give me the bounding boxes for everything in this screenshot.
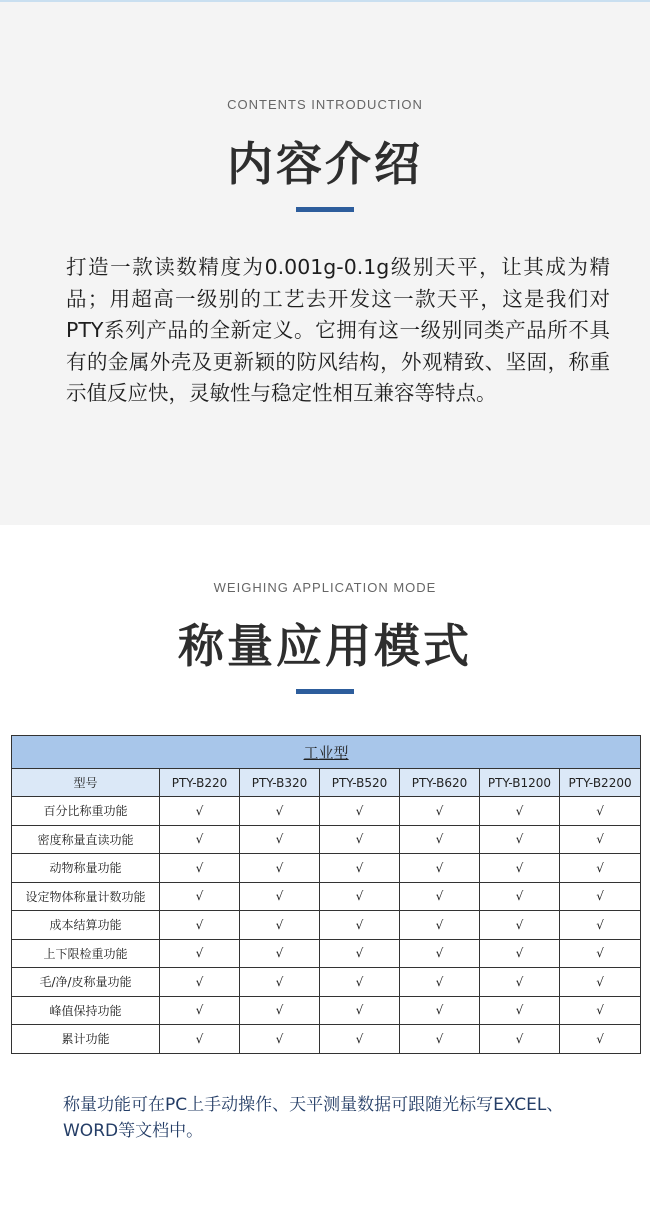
check-mark: √ xyxy=(560,825,641,854)
check-mark: √ xyxy=(320,1025,400,1054)
table-row xyxy=(12,996,641,1025)
intro-subtitle: CONTENTS INTRODUCTION xyxy=(227,97,423,112)
check-mark: √ xyxy=(560,1025,641,1054)
function-name: 峰值保持功能 xyxy=(12,996,160,1025)
check-mark: √ xyxy=(160,1025,240,1054)
header-model: 型号 xyxy=(12,769,160,797)
check-mark: √ xyxy=(160,854,240,883)
check-mark: √ xyxy=(400,968,480,997)
check-mark: √ xyxy=(480,968,560,997)
check-mark: √ xyxy=(400,882,480,911)
header-model-pty-b620: PTY-B620 xyxy=(400,769,480,797)
table-row xyxy=(12,1025,641,1054)
check-mark: √ xyxy=(160,882,240,911)
check-mark: √ xyxy=(400,939,480,968)
header-model-pty-b320: PTY-B320 xyxy=(240,769,320,797)
check-mark: √ xyxy=(560,882,641,911)
intro-accent-bar xyxy=(296,207,354,212)
table-row xyxy=(12,854,641,883)
check-mark: √ xyxy=(160,825,240,854)
function-name: 累计功能 xyxy=(12,1025,160,1054)
top-divider xyxy=(0,0,650,2)
check-mark: √ xyxy=(400,854,480,883)
check-mark: √ xyxy=(240,996,320,1025)
function-name: 动物称量功能 xyxy=(12,854,160,883)
function-name: 百分比称重功能 xyxy=(12,797,160,826)
function-name: 成本结算功能 xyxy=(12,911,160,940)
check-mark: √ xyxy=(240,882,320,911)
check-mark: √ xyxy=(160,968,240,997)
header-model-pty-b1200: PTY-B1200 xyxy=(480,769,560,797)
check-mark: √ xyxy=(320,911,400,940)
header-model-pty-b220: PTY-B220 xyxy=(160,769,240,797)
check-mark: √ xyxy=(560,911,641,940)
footer-note: 称量功能可在PC上手动操作、天平测量数据可跟随光标写EXCEL、WORD等文档中。 xyxy=(63,1095,564,1141)
check-mark: √ xyxy=(560,854,641,883)
check-mark: √ xyxy=(480,882,560,911)
modes-subtitle: WEIGHING APPLICATION MODE xyxy=(213,580,437,595)
table-caption: 工业型 xyxy=(12,736,641,769)
function-name: 设定物体称量计数功能 xyxy=(12,882,160,911)
check-mark: √ xyxy=(160,911,240,940)
check-mark: √ xyxy=(320,882,400,911)
check-mark: √ xyxy=(560,797,641,826)
intro-title: 内容介绍 xyxy=(227,137,423,191)
table-header-row xyxy=(12,769,641,797)
check-mark: √ xyxy=(560,996,641,1025)
check-mark: √ xyxy=(480,911,560,940)
check-mark: √ xyxy=(320,968,400,997)
check-mark: √ xyxy=(400,825,480,854)
table-row xyxy=(12,882,641,911)
check-mark: √ xyxy=(560,968,641,997)
check-mark: √ xyxy=(480,996,560,1025)
check-mark: √ xyxy=(240,911,320,940)
check-mark: √ xyxy=(400,797,480,826)
check-mark: √ xyxy=(400,911,480,940)
check-mark: √ xyxy=(240,854,320,883)
function-name: 毛/净/皮称量功能 xyxy=(12,968,160,997)
table-caption-row xyxy=(12,736,641,769)
check-mark: √ xyxy=(480,854,560,883)
header-model-pty-b520: PTY-B520 xyxy=(320,769,400,797)
check-mark: √ xyxy=(480,1025,560,1054)
header-model-pty-b2200: PTY-B2200 xyxy=(560,769,641,797)
intro-paragraph: 打造一款读数精度为0.001g-0.1g级别天平，让其成为精品；用超高一级别的工艺去开发这一款天平，这是我们对PTY系列产品的全新定义。它拥有这一级别同类产品所不具有的金属外壳及更新颖的防风结构，外观精致、坚固，称重示值反应快，灵敏性与稳定性相互兼容等特点。 xyxy=(66,255,610,405)
check-mark: √ xyxy=(480,797,560,826)
modes-title: 称量应用模式 xyxy=(178,619,472,673)
check-mark: √ xyxy=(240,939,320,968)
function-name: 上下限检重功能 xyxy=(12,939,160,968)
check-mark: √ xyxy=(480,825,560,854)
check-mark: √ xyxy=(320,996,400,1025)
weighing-modes-table xyxy=(11,735,641,1054)
check-mark: √ xyxy=(400,996,480,1025)
check-mark: √ xyxy=(320,797,400,826)
check-mark: √ xyxy=(240,968,320,997)
check-mark: √ xyxy=(240,797,320,826)
modes-accent-bar xyxy=(296,689,354,694)
table-row xyxy=(12,911,641,940)
table-row xyxy=(12,797,641,826)
table-body xyxy=(12,797,641,1054)
check-mark: √ xyxy=(400,1025,480,1054)
check-mark: √ xyxy=(320,854,400,883)
check-mark: √ xyxy=(160,996,240,1025)
check-mark: √ xyxy=(240,1025,320,1054)
check-mark: √ xyxy=(160,939,240,968)
check-mark: √ xyxy=(320,825,400,854)
function-name: 密度称量直读功能 xyxy=(12,825,160,854)
check-mark: √ xyxy=(480,939,560,968)
check-mark: √ xyxy=(160,797,240,826)
table-row xyxy=(12,968,641,997)
check-mark: √ xyxy=(320,939,400,968)
table-row xyxy=(12,825,641,854)
table-row xyxy=(12,939,641,968)
check-mark: √ xyxy=(240,825,320,854)
check-mark: √ xyxy=(560,939,641,968)
